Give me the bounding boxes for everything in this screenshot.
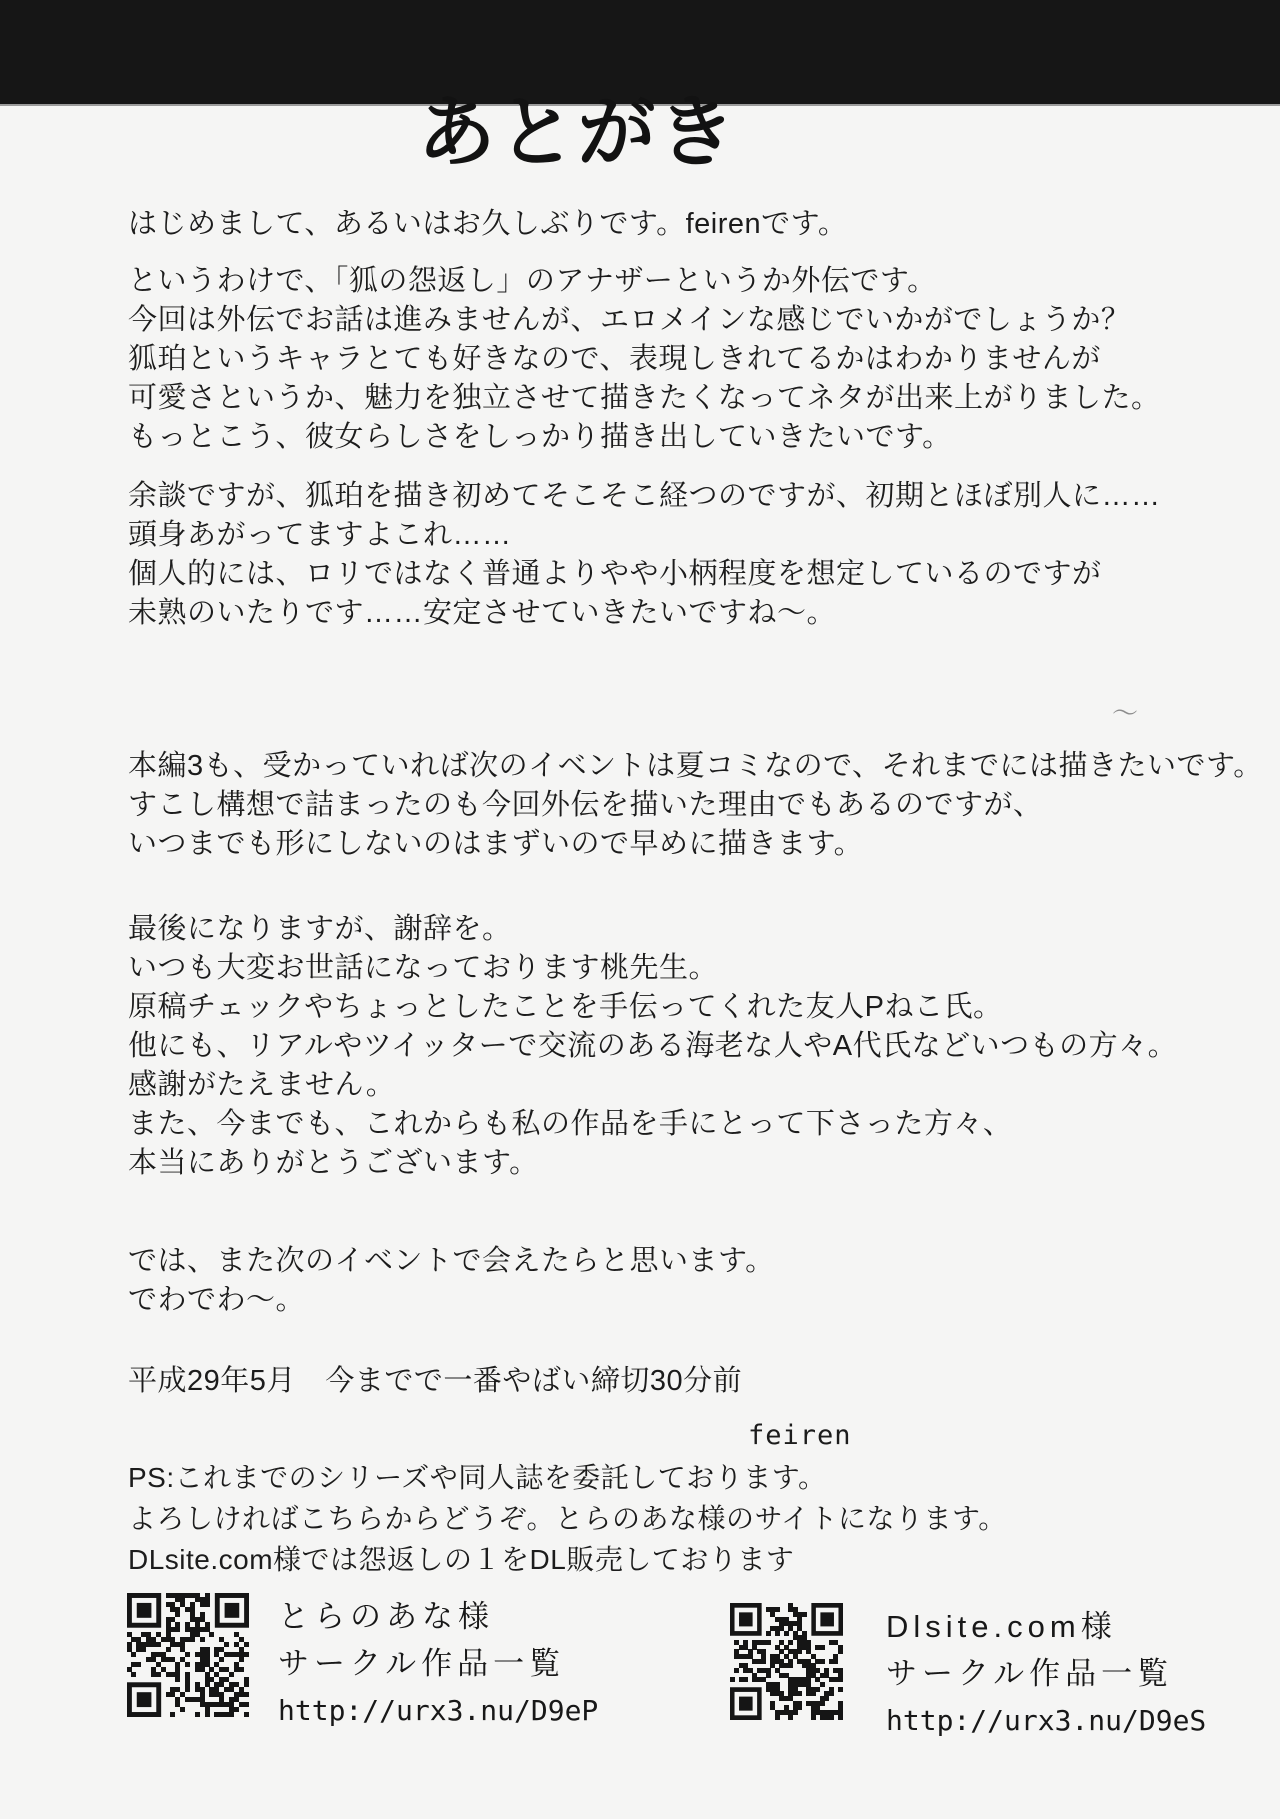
text-line: 感謝がたえません。 [128, 1069, 396, 1101]
paragraph-greeting [128, 205, 847, 244]
dlsite-url: http://urx3.nu/D9eS [886, 1704, 1207, 1737]
text-line: では、また次のイベントで会えたらと思います。 [128, 1245, 775, 1277]
text-line: はじめまして、あるいはお久しぶりです。feirenです。 [128, 208, 848, 240]
text-line: 余談ですが、狐珀を描き初めてそこそこ経つのですが、初期とほぼ別人に…… [128, 480, 1161, 512]
text-line: すこし構想で詰まったのも今回外伝を描いた理由でもあるのですが、 [128, 789, 1043, 821]
text-line: もっとこう、彼女らしさをしっかり描き出していきたいです。 [128, 421, 952, 453]
text-line: 最後になりますが、謝辞を。 [128, 913, 512, 945]
shop-name: とらのあな様 [278, 1599, 494, 1634]
text-line: 狐珀というキャラとても好きなので、表現しきれてるかはわかりませんが [128, 343, 1101, 375]
circle-list-label: サークル作品一覧 [886, 1656, 1174, 1691]
dlsite-qr-code [730, 1603, 843, 1720]
text-line: 原稿チェックやちょっとしたことを手伝ってくれた友人Pねこ氏。 [128, 991, 1003, 1023]
date-line: 平成29年5月 今までで一番やばい締切30分前 [128, 1365, 743, 1397]
paragraph-farewell [128, 1242, 775, 1320]
text-line: 本当にありがとうございます。 [128, 1147, 539, 1179]
qr-block-toranoana [127, 1593, 599, 1727]
paragraph-about-book [128, 262, 1161, 457]
circle-list-label: サークル作品一覧 [278, 1646, 566, 1681]
author-signature: feiren [748, 1420, 852, 1451]
page-title: あとがき [417, 87, 738, 178]
text-line: 個人的には、ロリではなく普通よりやや小柄程度を想定しているのですが [128, 558, 1102, 590]
text-line: 今回は外伝でお話は進みませんが、エロメインな感じでいかがでしょうか？ [128, 304, 1131, 336]
dlsite-labels [886, 1603, 1206, 1744]
text-line: 未熟のいたりです……安定させていきたいですね〜。 [128, 597, 837, 629]
qr-block-dlsite [730, 1603, 1207, 1737]
paragraph-side-note [128, 477, 1161, 633]
paragraph-ps [128, 1457, 1007, 1580]
text-line: また、今までも、これからも私の作品を手にとって下さった方々、 [128, 1108, 1013, 1140]
toranoana-qr-code [127, 1593, 249, 1717]
text-line: 本編3も、受かっていれば次のイベントは夏コミなので、それまでには描きたいです。 [128, 750, 1263, 782]
text-line: よろしければこちらからどうぞ。とらのあな様のサイトになります。 [128, 1503, 1007, 1534]
text-line: でわでわ〜。 [128, 1284, 306, 1316]
text-line: いつまでも形にしないのはまずいので早めに描きます。 [128, 828, 864, 860]
text-line: PS:これまでのシリーズや同人誌を委託しております。 [128, 1462, 827, 1493]
text-line: DLsite.com様では怨返しの１をDL販売しております [128, 1544, 795, 1575]
text-line: というわけで、「狐の怨返し」のアナザーというか外伝です。 [128, 265, 937, 297]
text-line: いつも大変お世話になっております桃先生。 [128, 952, 719, 984]
text-line: 他にも、リアルやツイッターで交流のある海老な人やA代氏などいつもの方々。 [128, 1030, 1178, 1062]
paragraph-acknowledgements [128, 910, 1177, 1183]
shop-name: Dlsite.com様 [886, 1609, 1117, 1644]
text-line: 可愛さというか、魅力を独立させて描きたくなってネタが出来上がりました。 [128, 382, 1161, 414]
toranoana-labels [278, 1593, 598, 1734]
text-line: 頭身あがってますよこれ…… [128, 519, 512, 551]
paragraph-next-volume [128, 747, 1263, 864]
scan-artifact-tilde: 〜 [1112, 698, 1139, 728]
toranoana-url: http://urx3.nu/D9eP [278, 1694, 599, 1727]
